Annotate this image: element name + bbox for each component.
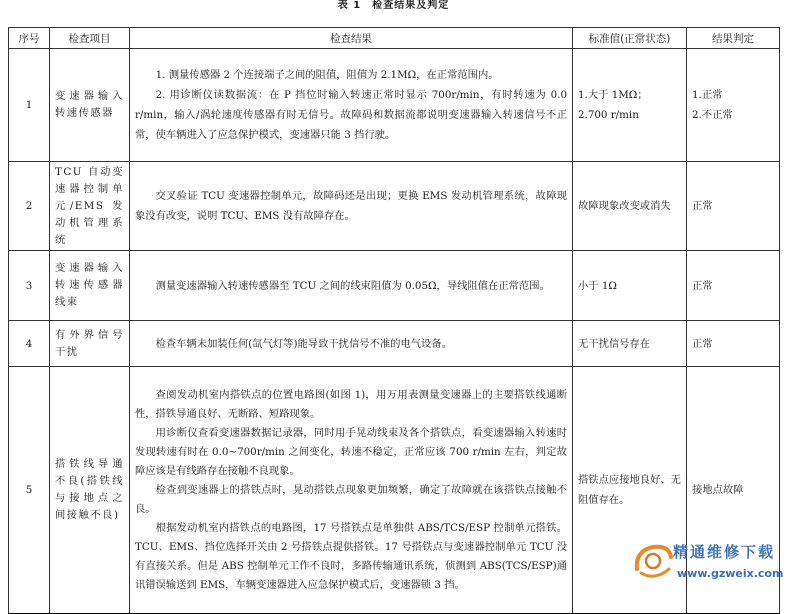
row-number: 3 [9, 251, 50, 321]
judgement [687, 251, 780, 321]
standard-line: 搭铁点应接地良好、无阻值存在。 [578, 474, 681, 506]
check-result [130, 162, 573, 251]
row-number: 4 [9, 321, 50, 367]
result-paragraph: 1. 测量传感器 2 个连接端子之间的阻值，阻值为 2.1MΩ，在正常范围内。 [155, 69, 499, 81]
table-caption: 表 1 检查结果及判定 [337, 0, 450, 11]
check-result [130, 367, 573, 614]
check-item: 搭铁线导通不良(搭铁线与接地点之间接触不良) [50, 367, 130, 614]
watermark-title: 精通维修下载 [673, 543, 776, 561]
row-number: 5 [9, 367, 50, 614]
check-result [130, 49, 573, 162]
header-item: 检查项目 [50, 28, 130, 49]
judgement [687, 49, 780, 162]
watermark-logo-icon [631, 539, 675, 583]
table-row [9, 251, 780, 321]
table-header-row [9, 28, 780, 49]
standard-value [573, 251, 687, 321]
standard-line: 1.大于 1MΩ； [578, 89, 648, 101]
result-paragraph: 2. 用诊断仪读数据流：在 P 挡位时输入转速正常时显示 700r/min，有时转速为 0.0 r/min，输入/涡轮速度传感器有时无信号。故障码和数据流都说明变速器输入转速信号不正常，使车辆进入了应急保护模式，变速器只能 3 挡行驶。 [135, 89, 567, 141]
check-item: TCU 自动变速器控制单元/EMS 发动机管理系统 [50, 162, 130, 251]
judgement-line: 接地点故障 [692, 484, 744, 496]
judgement-line: 正常 [692, 279, 713, 292]
result-paragraph: 检查到变速器上的搭铁点时，晃动搭铁点现象更加频繁，确定了故障就在该搭铁点接触不良。 [135, 483, 567, 515]
row-number: 2 [9, 162, 50, 251]
standard-value [573, 49, 687, 162]
result-paragraph: 检查车辆未加装任何(氙气灯等)能导致干扰信号不准的电气设备。 [155, 337, 452, 350]
result-paragraph: 测量变速器输入转速传感器至 TCU 之间的线束阻值为 0.05Ω，导线阻值在正常范围。 [155, 279, 550, 292]
standard-value [573, 162, 687, 251]
table-row [9, 162, 780, 251]
header-no: 序号 [9, 28, 50, 49]
inspection-results-table [8, 27, 780, 614]
header-result: 检查结果 [130, 28, 573, 49]
row-number: 1 [9, 49, 50, 162]
site-watermark [629, 535, 784, 597]
check-item: 变速器输入转速传感器 [50, 49, 130, 162]
check-item: 变速器输入转速传感器线束 [50, 251, 130, 321]
watermark-url: www.gzweix.com [677, 567, 784, 580]
result-paragraph: 根据发动机室内搭铁点的电路图，17 号搭铁点是单独供 ABS/TCS/ESP 控制单元搭铁。TCU、EMS、挡位选择开关由 2 号搭铁点提供搭铁。17 号搭铁点与变速器控制单元 TCU 没有直接关系。但是 ABS 控制单元工作不良时，多路传输通讯系统，侦测到 ABS(TCS/ESP)通讯错误输送到 EMS，车辆变速器进入应急保护模式后，变速器锁 3 挡。 [135, 521, 567, 591]
result-paragraph: 交叉验证 TCU 变速器控制单元，故障码还是出现；更换 EMS 发动机管理系统，故障现象没有改变，说明 TCU、EMS 没有故障存在。 [135, 190, 567, 222]
standard-line: 2.700 r/min [578, 109, 639, 121]
result-paragraph: 查阅发动机室内搭铁点的位置电路图(如图 1)，用万用表测量变速器上的主要搭铁线通断性，搭铁导通良好、无断路、短路现象。 [135, 388, 567, 420]
header-standard: 标准值(正常状态) [573, 28, 687, 49]
judgement [687, 321, 780, 367]
standard-line: 小于 1Ω [578, 279, 617, 292]
table-row [9, 321, 780, 367]
header-judgement: 结果判定 [687, 28, 780, 49]
judgement-line: 正常 [692, 337, 713, 350]
result-paragraph: 用诊断仪查看变速器数据记录器，同时用手晃动线束及各个搭铁点，看变速器输入转速时发现转速有时在 0.0~700r/min 之间变化，转速不稳定，正常应该 700 r/min 左右，判定故障应该是有线路存在接触不良现象。 [135, 426, 567, 477]
table-row [9, 49, 780, 162]
standard-line: 故障现象改变或消失 [578, 200, 671, 212]
judgement-line: 2.不正常 [692, 109, 733, 121]
check-result [130, 321, 573, 367]
judgement-line: 正常 [692, 200, 713, 212]
standard-value [573, 321, 687, 367]
judgement-line: 1.正常 [692, 89, 723, 101]
check-result [130, 251, 573, 321]
check-item: 有外界信号干扰 [50, 321, 130, 367]
standard-line: 无干扰信号存在 [578, 337, 651, 350]
judgement [687, 162, 780, 251]
